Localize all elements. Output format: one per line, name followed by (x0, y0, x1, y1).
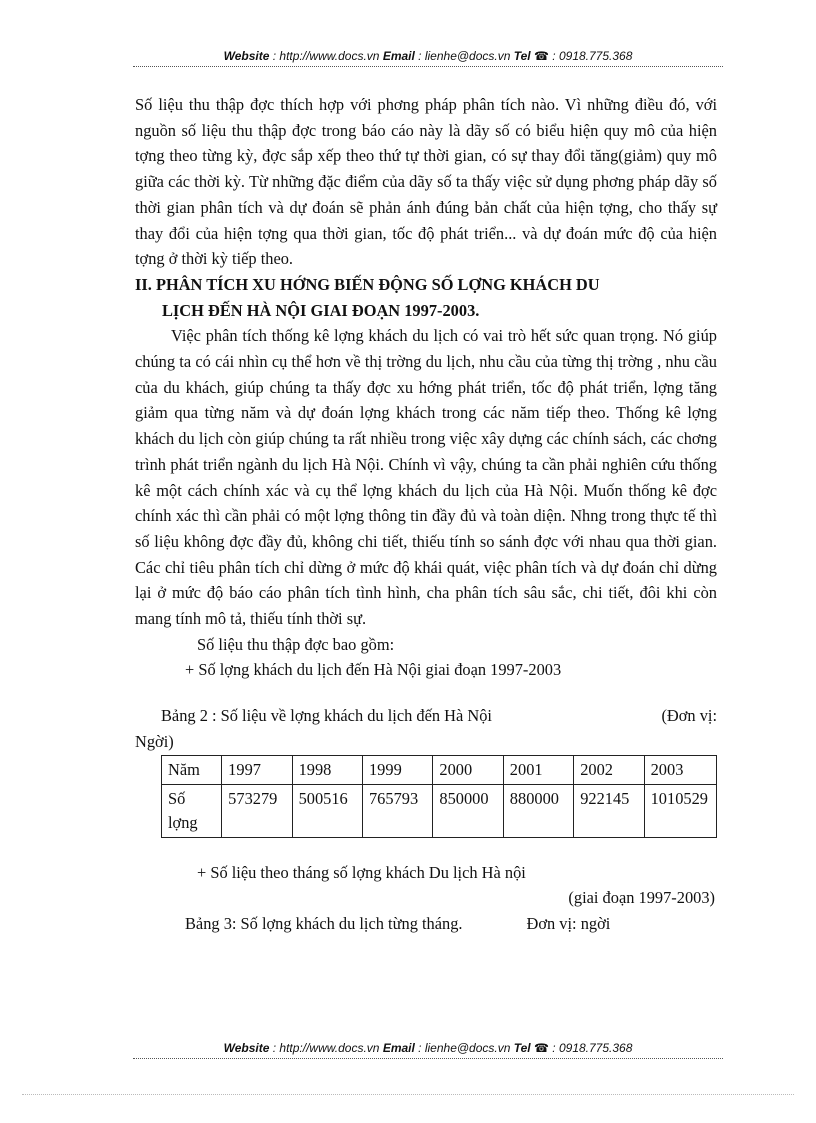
tel-value: : 0918.775.368 (552, 1041, 633, 1055)
data-item-2: + Số liệu theo tháng số lợng khách Du lịch Hà nội (197, 862, 526, 882)
table-cell: 2003 (644, 755, 716, 784)
table-cell: 850000 (433, 784, 503, 837)
tel-value: : 0918.775.368 (552, 49, 633, 63)
table-cell: 922145 (574, 784, 644, 837)
table-cell: 765793 (362, 784, 432, 837)
table-cell: 1998 (292, 755, 362, 784)
table-cell: 500516 (292, 784, 362, 837)
table-cell: 2001 (503, 755, 573, 784)
email-label: Email (382, 1041, 415, 1055)
table-cell: 880000 (503, 784, 573, 837)
header-divider (133, 66, 723, 67)
tel-label: Tel (513, 1041, 531, 1055)
table3-title: Bảng 3: Số lợng khách du lịch từng tháng. (185, 913, 463, 933)
table2-unit: (Đơn vị: (661, 706, 717, 726)
table3-unit: Đơn vị: ngời (526, 913, 611, 933)
table-cell: 573279 (222, 784, 292, 837)
data-item-1: + Số lợng khách du lịch đến Hà Nội giai đoạn 1997-2003 (185, 660, 562, 680)
section-heading-line2: LỊCH ĐẾN HÀ NỘI GIAI ĐOẠN 1997-2003. (162, 300, 480, 320)
table2-caption (135, 703, 717, 729)
table3-caption (135, 911, 717, 937)
table-cell-label (162, 784, 222, 837)
page-bottom-divider (22, 1094, 794, 1095)
email-value[interactable]: : lienhe@docs.vn (418, 1041, 511, 1055)
footer-divider (133, 1058, 723, 1059)
table-cell: 1010529 (644, 784, 716, 837)
paragraph-intro: Số liệu thu thập đợc thích hợp với phơng pháp phân tích nào. Vì những điều đó, với nguồn số liệu thu thập đợc trong báo cáo này là dãy số có biểu hiện quy mô của hiện tợng theo từng kỳ, đợc sắp xếp theo thứ tự thời gian, có sự thay đổi tăng(giảm) quy mô giữa các thời kỳ. Từ những đặc điểm của dãy số ta thấy việc sử dụng phơng pháp dãy số thời gian phân tích và dự đoán sẽ phản ánh đúng bản chất của hiện tợng, cho thấy sự thay đổi của hiện tợng qua thời gian, tốc độ phát triển... và dự đoán mức độ của hiện tợng ở thời kỳ tiếp theo. (135, 95, 717, 269)
table-cell: Năm (162, 755, 222, 784)
tel-label: Tel (513, 49, 531, 63)
website-label: Website (223, 49, 270, 63)
table2-title: Bảng 2 : Số liệu về lợng khách du lịch đến Hà Nội (161, 706, 492, 726)
table2-unit-cont: Ngời) (135, 731, 174, 751)
data-item-2-period: (giai đoạn 1997-2003) (568, 888, 715, 908)
phone-icon: ☎ (534, 49, 549, 63)
page-body (135, 92, 717, 937)
table-cell: 1999 (362, 755, 432, 784)
page-header (133, 49, 723, 63)
paragraph-analysis: Việc phân tích thống kê lợng khách du lịch có vai trò hết sức quan trọng. Nó giúp chúng ta có cái nhìn cụ thể hơn về thị trờng du lịch, nhu cầu của từng thị trờng , nhu cầu của du khách, giúp chúng ta thấy đợc xu hớng phát triển, tốc độ phát triển, lợng tăng giảm qua từng năm và dự đoán lợng khách trong các năm tiếp theo. Thống kê lợng khách du lịch còn giúp chúng ta rất nhiều trong việc xây dựng các chính sách, các chơng trình phát triển ngành du lịch Hà Nội. Chính vì vậy, chúng ta cần phải nghiên cứu thống kê một cách chính xác và cụ thể lợng khách du lịch của Hà Nội. Muốn thống kê đợc chính xác thì cần phải có một lợng thông tin đầy đủ và toàn diện. Nhng trong thực tế thì số liệu không đợc đầy đủ, không chi tiết, thiếu tính so sánh đợc với nhau qua thời gian. Các chỉ tiêu phân tích chỉ dừng ở mức độ khái quát, việc phân tích và dự đoán chỉ dừng lại ở mức độ báo cáo phân tích tình hình, cha phân tích sâu sắc, chi tiết, đôi khi còn mang tính mô tả, thiếu tính thời sự. (135, 326, 717, 629)
table-row (162, 755, 717, 784)
phone-icon: ☎ (534, 1041, 549, 1055)
row-label-line2: lợng (168, 812, 198, 832)
website-label: Website (223, 1041, 270, 1055)
email-value[interactable]: : lienhe@docs.vn (418, 49, 511, 63)
table-cell: 2002 (574, 755, 644, 784)
section-heading (135, 272, 717, 323)
table2 (161, 755, 717, 838)
website-url[interactable]: : http://www.docs.vn (272, 1041, 380, 1055)
row-label-line1: Số (168, 788, 186, 808)
table-cell: 2000 (433, 755, 503, 784)
email-label: Email (382, 49, 415, 63)
page-footer (133, 1041, 723, 1055)
section-heading-line1: II. PHÂN TÍCH XU HỚNG BIẾN ĐỘNG SỐ LỢNG KHÁCH DU (135, 274, 600, 294)
table-row (162, 784, 717, 837)
data-intro: Số liệu thu thập đợc bao gồm: (197, 634, 395, 654)
website-url[interactable]: : http://www.docs.vn (272, 49, 380, 63)
table-cell: 1997 (222, 755, 292, 784)
